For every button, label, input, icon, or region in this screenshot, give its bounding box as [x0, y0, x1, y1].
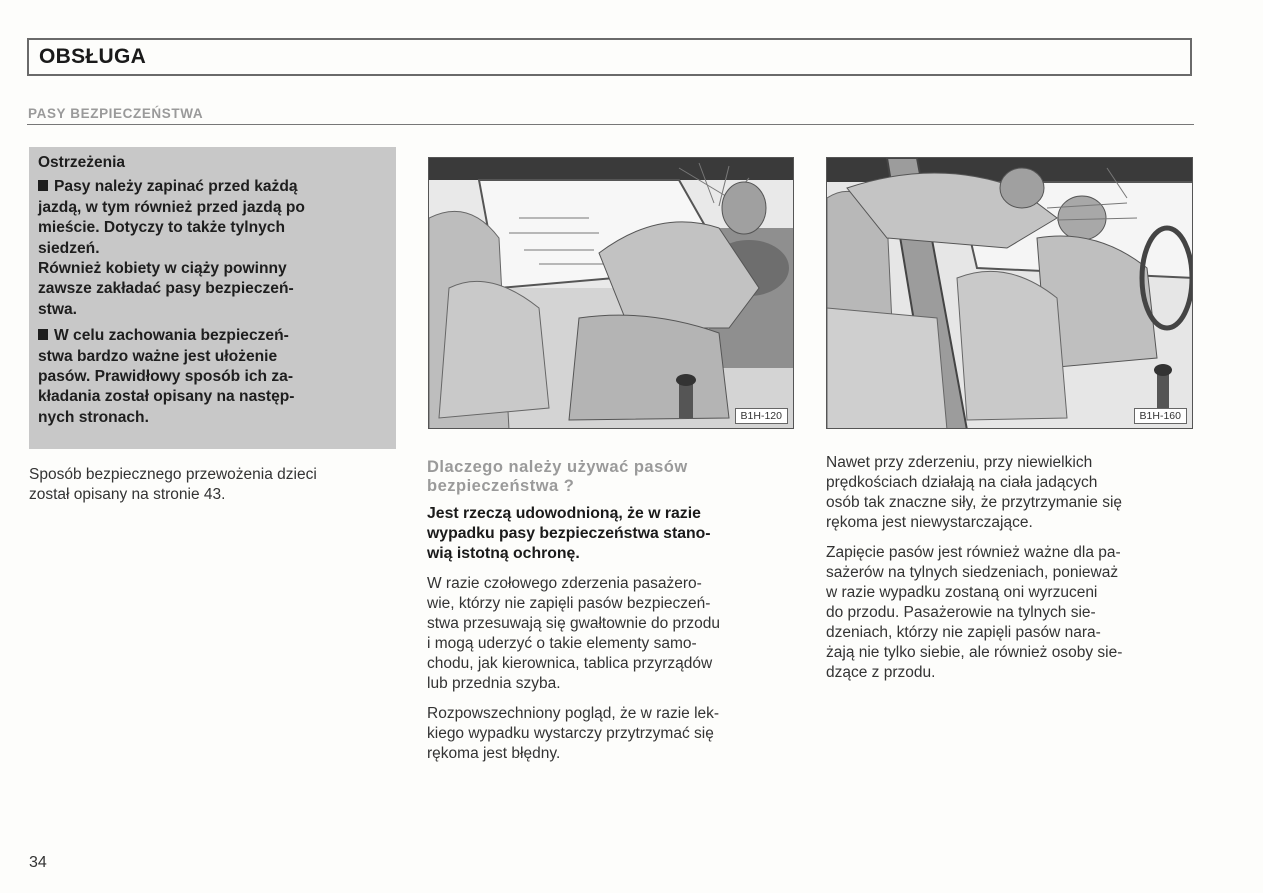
bullet-icon — [38, 329, 48, 340]
right-column — [826, 453, 1196, 693]
warning-box — [29, 147, 396, 449]
lead-paragraph: Jest rzeczą udowodnioną, że w razie wypadku pasy bezpieczeństwa stano- wią istotną ochronę. — [427, 505, 711, 562]
chapter-header — [27, 38, 1192, 76]
rear-passenger-drawing — [827, 158, 1193, 429]
question-heading: Dlaczego należy używać pasów bezpieczeństwa ? — [427, 458, 688, 495]
illustration-driver-collision — [428, 157, 794, 429]
section-title: PASY BEZPIECZEŃSTWA — [28, 106, 204, 121]
bullet-icon — [38, 180, 48, 191]
illustration-rear-passenger-collision — [826, 157, 1193, 429]
paragraph-rear-passengers: Zapięcie pasów jest również ważne dla pa- sażerów na tylnych siedzeniach, ponieważ w razie wypadku zostaną oni wyrzuceni do przodu. Pasażerowie na tylnych sie- dzeniach, którzy nie zapięli pasów nara- żają nie tylko siebie, ale również osoby sie- dzące z przodu. — [826, 544, 1123, 681]
driver-collision-drawing — [429, 158, 794, 429]
figure-code: B1H-120 — [735, 408, 788, 424]
chapter-title: OBSŁUGA — [39, 45, 147, 68]
page-number: 34 — [29, 854, 47, 871]
section-divider — [27, 124, 1194, 125]
middle-column — [427, 458, 797, 774]
paragraph-common-belief: Rozpowszechniony pogląd, że w razie lek- kiego wypadku wystarczy przytrzymać się rękoma jest błędny. — [427, 705, 720, 762]
child-transport-note: Sposób bezpiecznego przewożenia dzieci został opisany na stronie 43. — [29, 466, 317, 503]
paragraph-low-speed: Nawet przy zderzeniu, przy niewielkich prędkościach działają na ciała jadących osób tak znaczne siły, że przytrzymanie się rękoma jest niewystarczające. — [826, 454, 1123, 531]
warning-item-2: W celu zachowania bezpieczeń- stwa bardzo ważne jest ułożenie pasów. Prawidłowy sposób ich za- kładania został opisany na następ- nych stronach. — [38, 327, 295, 426]
warning-title: Ostrzeżenia — [38, 154, 126, 171]
figure-code: B1H-160 — [1134, 408, 1187, 424]
paragraph-frontal-collision: W razie czołowego zderzenia pasażero- wie, którzy nie zapięli pasów bezpieczeń- stwa przesuwają się gwałtownie do przodu i mogą uderzyć o takie elementy samo- chodu, jak kierownica, tablica przyrządów lub przednia szyba. — [427, 575, 720, 692]
warning-item-1: Pasy należy zapinać przed każdą jazdą, w tym również przed jazdą po mieście. Dotyczy to także tylnych siedzeń. Również kobiety w ciąży powinny zawsze zakładać pasy bezpieczeń- stwa. — [38, 178, 305, 318]
